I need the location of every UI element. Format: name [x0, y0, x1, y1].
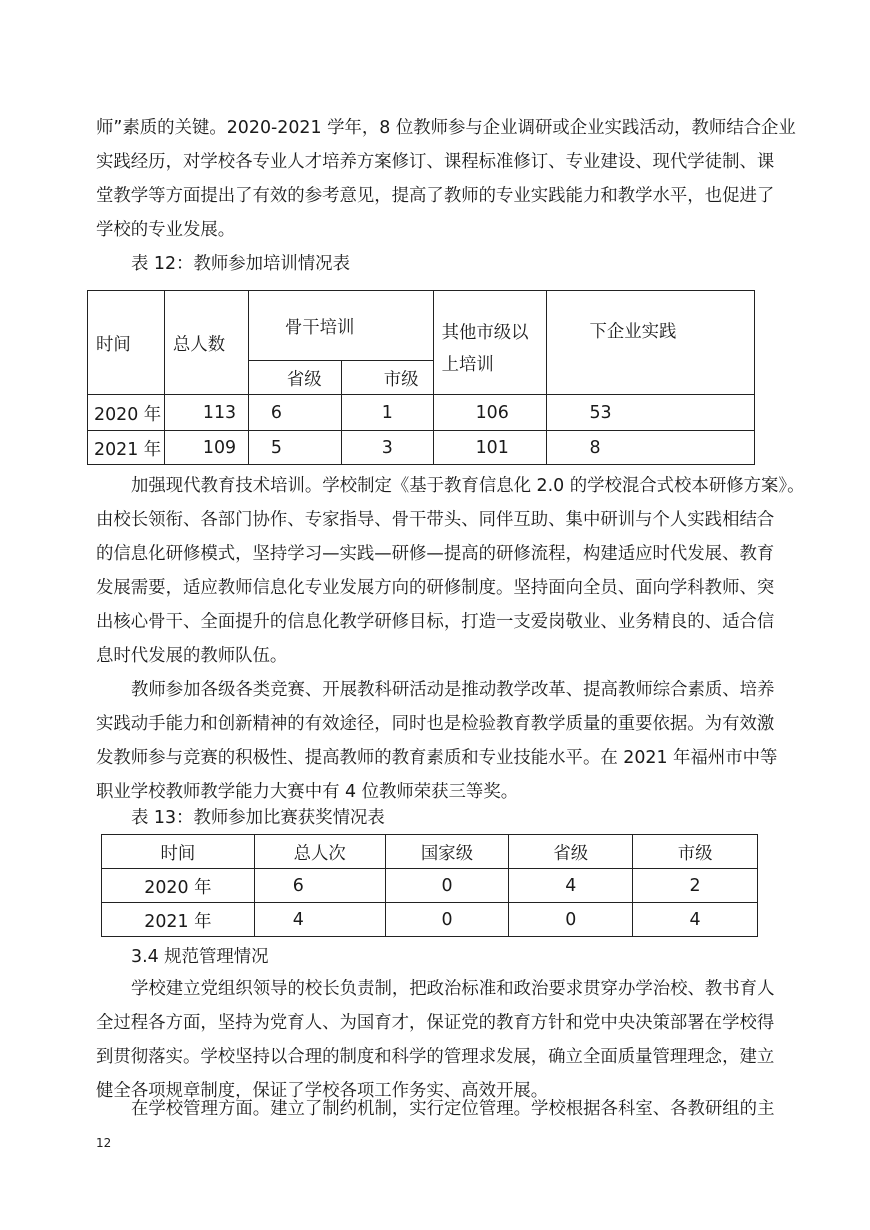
cell-enterprise: 8 [547, 431, 755, 465]
paragraph-line: 实践经历，对学校各专业人才培养方案修订、课程标准修订、专业建设、现代学徒制、课 [96, 152, 775, 172]
table-13-caption: 表 13：教师参加比赛获奖情况表 [131, 808, 385, 828]
header-total: 总人数 [164, 291, 248, 395]
cell-time: 2020 年 [102, 869, 255, 903]
table-header-row [102, 835, 758, 869]
paragraph-line: 师”素质的关键。2020-2021 学年，8 位教师参与企业调研或企业实践活动，教师结合企业 [96, 118, 796, 138]
paragraph-line: 息时代发展的教师队伍。 [96, 646, 288, 666]
cell-municipal: 1 [341, 395, 433, 431]
cell-time: 2021 年 [88, 431, 165, 465]
table-12-caption: 表 12：教师参加培训情况表 [131, 254, 350, 274]
paragraph-line: 到贯彻落实。学校坚持以合理的制度和科学的管理求发展，确立全面质量管理理念，建立 [96, 1047, 775, 1067]
cell-time: 2021 年 [102, 903, 255, 937]
cell-provincial: 0 [509, 903, 633, 937]
cell-time: 2020 年 [88, 395, 165, 431]
header-other-line1: 其他市级以 [441, 322, 529, 343]
paragraph-line: 加强现代教育技术培训。学校制定《基于教育信息化 2.0 的学校混合式校本研修方案》。 [131, 476, 805, 496]
header-municipal: 市级 [341, 361, 433, 395]
paragraph-line: 的信息化研修模式，坚持学习—实践—研修—提高的研修流程，构建适应时代发展、教育 [96, 544, 775, 564]
section-heading: 3.4 规范管理情况 [131, 947, 269, 967]
paragraph-line: 学校的专业发展。 [96, 220, 236, 240]
table-row [102, 869, 758, 903]
table-row [88, 395, 755, 431]
header-enterprise: 下企业实践 [547, 291, 755, 395]
cell-provincial: 6 [248, 395, 341, 431]
paragraph-line: 健全各项规章制度，保证了学校各项工作务实、高效开展。 [96, 1081, 549, 1101]
paragraph-line: 发教师参与竞赛的积极性、提高教师的教育素质和专业技能水平。在 2021 年福州市中等 [96, 748, 778, 768]
page-number: 12 [96, 1136, 112, 1150]
cell-provincial: 4 [509, 869, 633, 903]
header-time: 时间 [88, 291, 165, 395]
paragraph-line: 发展需要，适应教师信息化专业发展方向的研修制度。坚持面向全员、面向学科教师、突 [96, 578, 775, 598]
paragraph-line: 堂教学等方面提出了有效的参考意见，提高了教师的专业实践能力和教学水平，也促进了 [96, 186, 775, 206]
cell-total: 113 [164, 395, 248, 431]
paragraph-line: 全过程各方面，坚持为党育人、为国育才，保证党的教育方针和党中央决策部署在学校得 [96, 1013, 775, 1033]
training-table [87, 290, 755, 465]
table-row [102, 903, 758, 937]
paragraph-line: 教师参加各级各类竞赛、开展教科研活动是推动教学改革、提高教师综合素质、培养 [131, 680, 775, 700]
header-backbone: 骨干培训 [248, 291, 433, 361]
paragraph-line: 实践动手能力和创新精神的有效途径，同时也是检验教育教学质量的重要依据。为有效激 [96, 714, 775, 734]
cell-other: 106 [433, 395, 547, 431]
cell-municipal: 3 [341, 431, 433, 465]
header-provincial: 省级 [248, 361, 341, 395]
cell-total: 6 [254, 869, 385, 903]
header-other [433, 291, 547, 395]
cell-provincial: 5 [248, 431, 341, 465]
header-time: 时间 [102, 835, 255, 869]
cell-municipal: 4 [633, 903, 758, 937]
header-municipal: 市级 [633, 835, 758, 869]
cell-enterprise: 53 [547, 395, 755, 431]
header-provincial: 省级 [509, 835, 633, 869]
header-other-line2: 上培训 [441, 354, 494, 375]
paragraph-line: 在学校管理方面。建立了制约机制，实行定位管理。学校根据各科室、各教研组的主 [131, 1099, 775, 1119]
competition-table [101, 834, 758, 937]
header-national: 国家级 [385, 835, 509, 869]
table-row [88, 431, 755, 465]
cell-other: 101 [433, 431, 547, 465]
paragraph-line: 出核心骨干、全面提升的信息化教学研修目标，打造一支爱岗敬业、业务精良的、适合信 [96, 612, 775, 632]
cell-municipal: 2 [633, 869, 758, 903]
cell-national: 0 [385, 903, 509, 937]
cell-total: 4 [254, 903, 385, 937]
cell-total: 109 [164, 431, 248, 465]
cell-national: 0 [385, 869, 509, 903]
paragraph-line: 学校建立党组织领导的校长负责制，把政治标准和政治要求贯穿办学治校、教书育人 [131, 979, 775, 999]
paragraph-line: 由校长领衔、各部门协作、专家指导、骨干带头、同伴互助、集中研训与个人实践相结合 [96, 510, 775, 530]
paragraph-line: 职业学校教师教学能力大赛中有 4 位教师荣获三等奖。 [96, 782, 519, 802]
header-total: 总人次 [254, 835, 385, 869]
